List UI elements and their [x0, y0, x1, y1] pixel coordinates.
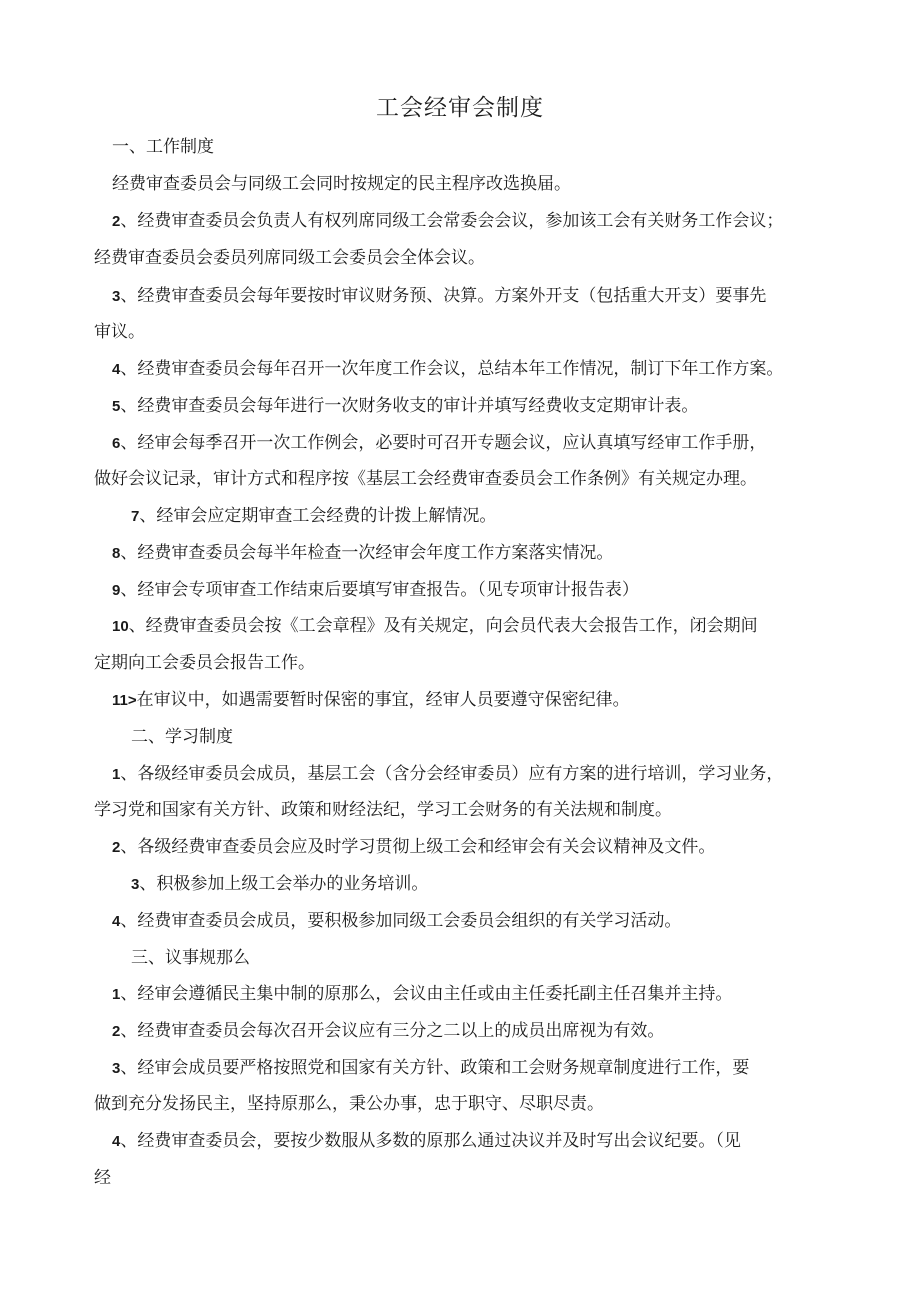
- section-heading-rules: 三、议事规那么: [131, 948, 250, 968]
- item-number: 4: [112, 913, 121, 930]
- paragraph-line: [131, 504, 496, 529]
- paragraph-line: 定期向工会委员会报告工作。: [94, 653, 315, 673]
- paragraph-line: [112, 578, 639, 603]
- paragraph-line: [112, 688, 630, 713]
- item-text: 、经费审查委员会，要按少数服从多数的原那么通过决议并及时写出会议纪要。（见: [120, 1131, 741, 1151]
- paragraph-line: [112, 209, 783, 234]
- item-number: 7: [131, 508, 140, 525]
- paragraph-line: 学习党和国家有关方针、政策和财经法纪，学习工会财务的有关法规和制度。: [94, 800, 672, 820]
- paragraph-line: [112, 1019, 664, 1044]
- item-number: 3: [112, 1060, 121, 1077]
- paragraph-line: [112, 1129, 741, 1154]
- item-text: 、积极参加上级工会举办的业务培训。: [139, 874, 429, 894]
- paragraph-line: [112, 284, 766, 309]
- paragraph-line: [112, 357, 783, 382]
- paragraph-line: 经费审查委员会委员列席同级工会委员会全体会议。: [94, 248, 485, 268]
- paragraph-line: [112, 909, 681, 934]
- item-text: 、经审会每季召开一次工作例会，必要时可召开专题会议，应认真填写经审工作手册，: [120, 433, 767, 453]
- item-number: 4: [112, 1133, 121, 1150]
- item-text: 、经费审查委员会每年进行一次财务收支的审计并填写经费收支定期审计表。: [120, 396, 699, 416]
- item-text: 、经费审查委员会按《工会章程》及有关规定，向会员代表大会报告工作，闭会期间: [128, 616, 758, 636]
- item-number: 1: [112, 986, 121, 1003]
- section-heading-work-system: 一、工作制度: [112, 137, 214, 157]
- paragraph-line: 经: [94, 1168, 111, 1188]
- paragraph-line: [112, 1056, 749, 1081]
- item-text: 、经审会应定期审查工会经费的计拨上解情况。: [139, 506, 497, 526]
- paragraph-line: 经费审查委员会与同级工会同时按规定的民主程序改选换届。: [112, 174, 571, 194]
- paragraph-line: [112, 431, 766, 456]
- item-text: 、经费审查委员会每年要按时审议财务预、决算。方案外开支（包括重大开支）要事先: [120, 286, 767, 306]
- item-number: 10: [112, 618, 129, 635]
- section-heading-study-system: 二、学习制度: [131, 727, 233, 747]
- item-number: 5: [112, 398, 121, 415]
- item-text: 、经费审查委员会每次召开会议应有三分之二以上的成员出席视为有效。: [120, 1021, 665, 1041]
- item-text: 、经审会遵循民主集中制的原那么，会议由主任或由主任委托副主任召集并主持。: [120, 984, 733, 1004]
- item-text: 、经费审查委员会成员，要积极参加同级工会委员会组织的有关学习活动。: [120, 911, 682, 931]
- item-number: 2: [112, 1023, 121, 1040]
- paragraph-line: [112, 541, 613, 566]
- item-text: 、经审会成员要严格按照党和国家有关方针、政策和工会财务规章制度进行工作，要: [120, 1058, 750, 1078]
- item-number: 9: [112, 582, 121, 599]
- item-text: 、各级经费审查委员会应及时学习贯彻上级工会和经审会有关会议精神及文件。: [120, 837, 716, 857]
- paragraph-line: [112, 394, 698, 419]
- paragraph-line: 做好会议记录，审计方式和程序按《基层工会经费审查委员会工作条例》有关规定办理。: [94, 469, 757, 489]
- item-text: 、经费审查委员会每半年检查一次经审会年度工作方案落实情况。: [120, 543, 614, 563]
- item-text: 、经费审查委员会每年召开一次年度工作会议，总结本年工作情况，制订下年工作方案。: [120, 359, 784, 379]
- paragraph-line: [112, 982, 732, 1007]
- item-number: 4: [112, 361, 121, 378]
- item-text: 在审议中，如遇需要暂时保密的事宜，经审人员要遵守保密纪律。: [136, 690, 630, 710]
- item-number: 2: [112, 839, 121, 856]
- paragraph-line: [112, 614, 758, 639]
- item-text: 、各级经审委员会成员，基层工会（含分会经审委员）应有方案的进行培训，学习业务，: [120, 764, 784, 784]
- item-text: 、经费审查委员会负责人有权列席同级工会常委会会议，参加该工会有关财务工作会议；: [120, 211, 784, 231]
- paragraph-line: [131, 872, 428, 897]
- item-number: 6: [112, 435, 121, 452]
- item-number: 8: [112, 545, 121, 562]
- paragraph-line: 做到充分发扬民主，坚持原那么，秉公办事，忠于职守、尽职尽责。: [94, 1094, 604, 1114]
- paragraph-line: [112, 762, 783, 787]
- item-number: 1: [112, 766, 121, 783]
- item-number: 3: [112, 288, 121, 305]
- paragraph-line: [112, 835, 715, 860]
- item-number: 11>: [112, 692, 137, 709]
- document-title: 工会经审会制度: [376, 95, 544, 121]
- item-text: 、经审会专项审查工作结束后要填写审查报告。（见专项审计报告表）: [120, 580, 639, 600]
- paragraph-line: 审议。: [94, 322, 145, 342]
- item-number: 2: [112, 213, 121, 230]
- item-number: 3: [131, 876, 140, 893]
